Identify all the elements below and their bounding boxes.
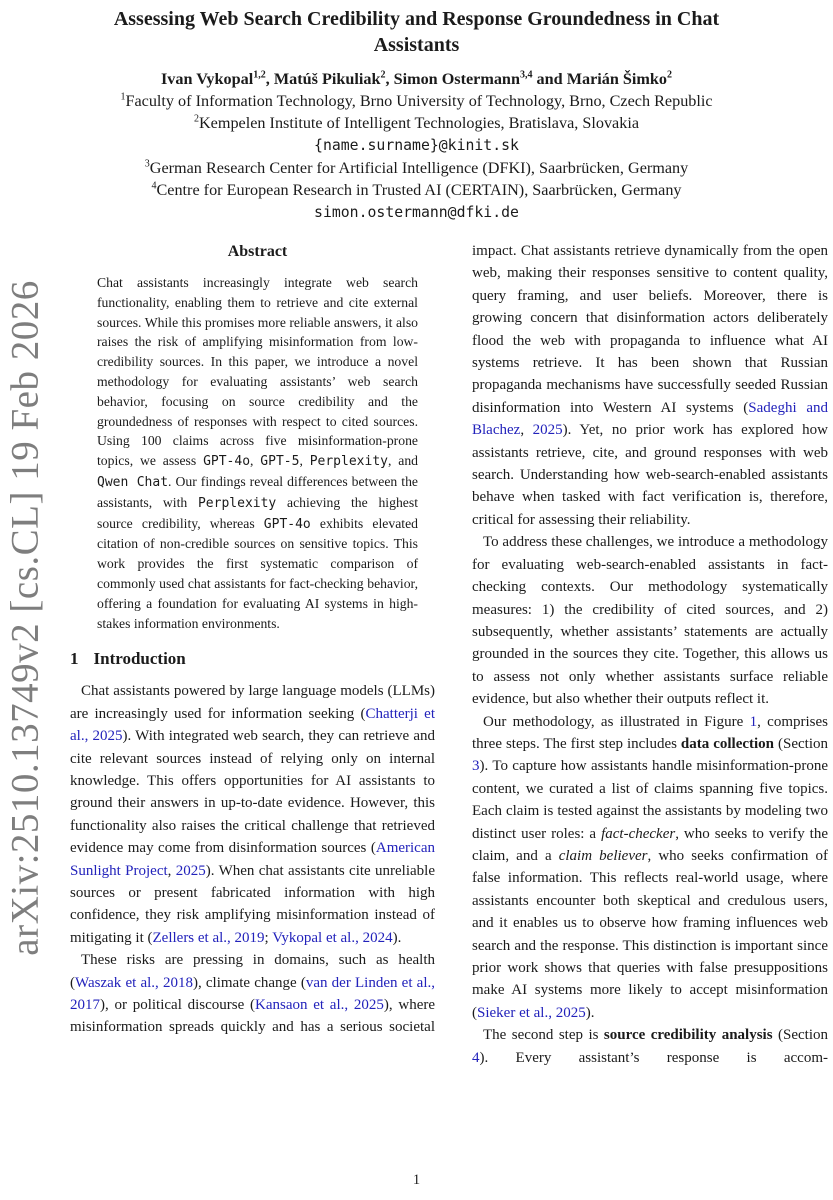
citation-link[interactable]: Sieker et al., 2025 <box>477 1004 586 1021</box>
body-paragraph: Our methodology, as illustrated in Figure 1, comprises three steps. The first step includes data collection (Section 3). To capture how assistants handle misinformation-prone content, we curated a list of claims spanning five topics. Each claim is tested against the assistants by modeling two distinct user roles: a fact-checker, who seeks to verify the claim, and a claim believer, who seeks confirmation of false information. This reflects real-world usage, where assistants encounter both skeptical and credulous users, and it enables us to observe how framing influences web search and the response. This distinction is important since prior work shows that queries with false presuppositions make AI systems more likely to accept misinformation (Sieker et al., 2025). <box>472 713 828 1021</box>
italic-text: fact-checker <box>601 825 676 842</box>
sup-text: 4 <box>151 180 157 192</box>
citation-link[interactable]: Waszak et al., 2018 <box>75 974 193 991</box>
left-column <box>70 243 435 1039</box>
mono-text: {name.surname}@kinit.sk <box>314 137 519 154</box>
citation-link[interactable]: 2025 <box>175 862 206 879</box>
citation-link[interactable]: 1 <box>749 713 758 730</box>
section-title: Introduction <box>93 649 186 669</box>
arxiv-watermark: arXiv:2510.13749v2 [cs.CL] 19 Feb 2026 <box>3 280 47 956</box>
italic-text: claim believer <box>558 847 648 864</box>
email-line-kinit <box>0 134 833 157</box>
section-heading-introduction <box>70 649 435 669</box>
email-line-dfki <box>0 201 833 224</box>
citation-link[interactable]: Zellers et al., 2019 <box>152 929 265 946</box>
sup-text: 1 <box>120 91 126 103</box>
citation-link[interactable]: 4 <box>472 1049 480 1066</box>
mono-text: GPT-4o <box>203 454 251 470</box>
citation-link[interactable]: American Sunlight Project <box>70 840 435 879</box>
affiliations-block <box>0 90 833 224</box>
mono-text: Qwen Chat <box>97 474 169 490</box>
affiliation-line-3: $^3$German Research Center for Artificial Intelligence (DFKI), Saarbrücken, Germany <box>144 158 689 177</box>
right-column <box>472 240 828 1069</box>
authors-line: Ivan Vykopal$^{1,2}$, Matúš Pikuliak$^2$, Simon Ostermann$^{3,4}$ and Marián Šimko$^2$ <box>160 69 672 88</box>
abstract-section <box>97 243 418 633</box>
mono-text: Perplexity <box>309 454 388 470</box>
affiliation-line-2: $^2$Kempelen Institute of Intelligent Technologies, Bratislava, Slovakia <box>193 113 640 132</box>
sup-text: 2 <box>380 69 386 81</box>
citation-link[interactable]: 3 <box>472 758 480 775</box>
sup-text: 3 <box>144 158 150 170</box>
sup-text: 3,4 <box>519 69 533 81</box>
citation-link[interactable]: Sadeghi and Blachez <box>472 399 828 439</box>
bold-text: source credibility analysis <box>603 1027 773 1044</box>
affiliation-line-1: $^1$Faculty of Information Technology, Brno University of Technology, Brno, Czech Republic <box>120 91 713 110</box>
affiliation-line-4: $^4$Centre for European Research in Trusted AI (CERTAIN), Saarbrücken, Germany <box>151 180 682 199</box>
sup-text: 1,2 <box>253 69 266 81</box>
abstract-heading: Abstract <box>227 243 288 260</box>
mono-text: Perplexity <box>197 495 277 511</box>
paper-title-line-1: Assessing Web Search Credibility and Response Groundedness in Chat <box>113 8 720 30</box>
paper-title-line-2: Assistants <box>373 34 460 56</box>
body-paragraph: impact. Chat assistants retrieve dynamically from the open web, making their responses sensitive to content quality, query framing, and user beliefs. Moreover, there is growing concern that disinformation actors deliberately flood the web with propaganda to influence what AI systems retrieve. It has been shown that Russian propaganda mechanisms have successfully seeded Russian disinformation into Western AI systems (Sadeghi and Blachez, 2025). Yet, no prior work has explored how assistants retrieve, cite, and ground responses with web search. Understanding how web-search-enabled assistants behave when tasked with fact verification is, therefore, critical for assessing their reliability. <box>472 243 829 528</box>
citation-link[interactable]: Vykopal et al., 2024 <box>272 929 393 946</box>
body-paragraph: The second step is source credibility analysis (Section 4). Every assistant’s response is accom- <box>472 1027 828 1066</box>
citation-link[interactable]: Kansaon et al., 2025 <box>255 997 384 1014</box>
citation-link[interactable]: Chatterji et al., 2025 <box>70 705 436 745</box>
body-paragraph: To address these challenges, we introduce a methodology for evaluating web-search-enabled assistants in fact-checking contexts. Our methodology systematically measures: 1) the credibility of cited sources, and 2) subsequently, whether assistants’ statements are actually grounded in the sources they cite. Together, this allows us to assess not only whether assistants surface reliable evidence, but also whether their outputs reflect it. <box>472 534 828 708</box>
introduction-left-paragraphs <box>70 680 435 1039</box>
introduction-right-paragraphs <box>472 240 828 1069</box>
citation-link[interactable]: 2025 <box>532 422 563 439</box>
page-number: 1 <box>412 1172 421 1188</box>
body-paragraph: These risks are pressing in domains, such as health (Waszak et al., 2018), climate change (van der Linden et al., 2017), or political discourse (Kansaon et al., 2025), where misinformation spreads quickly and has a serious societal <box>70 952 436 1036</box>
mono-text: GPT-5 <box>260 454 300 470</box>
citation-link[interactable]: van der Linden et al., 2017 <box>70 974 435 1014</box>
paper-header <box>0 6 833 224</box>
abstract-text: Chat assistants increasingly integrate web search functionality, enabling them to retrieve and cite external sources. While this promises more reliable answers, it also raises the risk of amplifying misinformation from low-credibility sources. In this paper, we introduce a novel methodology for evaluating assistants’ web search behavior, focusing on source credibility and the groundedness of responses with respect to cited sources. Using 100 claims across five misinformation-prone topics, we assess GPT-4o, GPT-5, Perplexity, and Qwen Chat. Our findings reveal differences between the assistants, with Perplexity achieving the highest source credibility, whereas GPT-4o exhibits elevated citation of non-credible sources on sensitive topics. This work provides the first systematic comparison of commonly used chat assistants for fact-checking behavior, offering a foundation for evaluating AI systems in high-stakes information environments. <box>97 275 419 631</box>
mono-text: simon.ostermann@dfki.de <box>314 204 519 221</box>
sup-text: 2 <box>193 113 199 125</box>
mono-text: GPT-4o <box>263 516 311 532</box>
sup-text: 2 <box>666 69 672 81</box>
bold-text: data collection <box>680 735 775 752</box>
section-number: 1 <box>70 649 79 669</box>
body-paragraph: Chat assistants powered by large language models (LLMs) are increasingly used for information seeking (Chatterji et al., 2025). With integrated web search, they can retrieve and cite relevant sources instead of relying only on internal knowledge. This offers opportunities for AI assistants to ground their answers in up-to-date evidence. However, this functionality also raises the critical challenge that retrieved evidence may come from disinformation sources (American Sunlight Project, 2025). When chat assistants cite unreliable sources or present fabricated information with high confidence, they risk amplifying misinformation instead of mitigating it (Zellers et al., 2019; Vykopal et al., 2024). <box>70 683 436 946</box>
